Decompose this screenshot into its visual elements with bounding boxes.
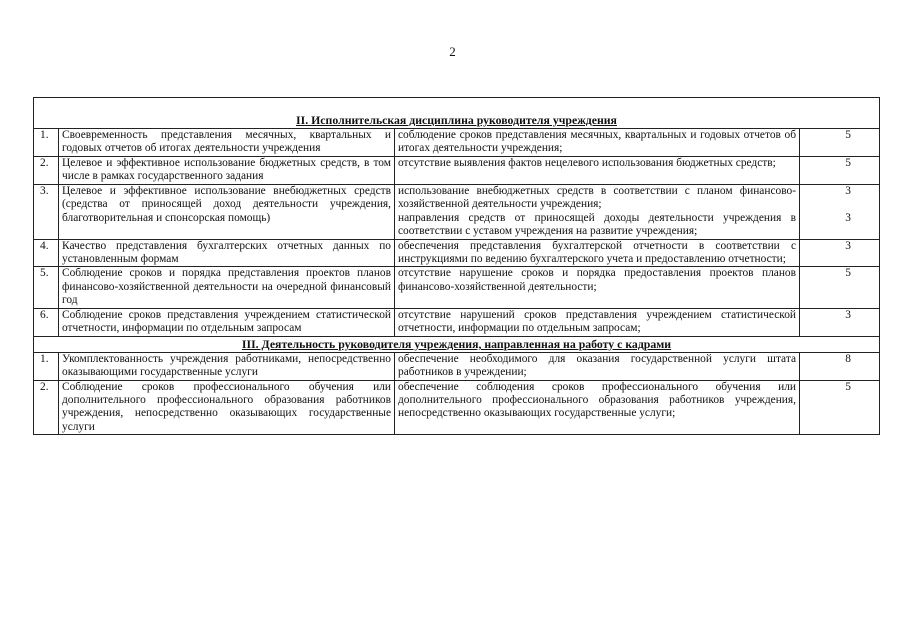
row-number: 2. bbox=[34, 156, 59, 184]
indicator-text: отсутствие нарушений сроков представления учреждением статистической отчетности, информации по отдельным запросам; bbox=[398, 308, 796, 335]
criterion-cell: Соблюдение сроков и порядка представления проектов планов финансово-хозяйственной деятельности на очередной финансовый год bbox=[59, 267, 395, 308]
table-row bbox=[34, 239, 880, 267]
points-value: 5 bbox=[845, 380, 851, 393]
indicator-text: обеспечение соблюдения сроков профессионального обучения или дополнительного профессионального образования работников учреждения, непосредственно оказывающих государственные услуги; bbox=[398, 380, 796, 420]
indicator-text: направления средств от приносящей доходы деятельности учреждения в соответствии с уставом учреждения на развитие учреждения; bbox=[398, 211, 796, 238]
points-cell bbox=[800, 128, 880, 156]
indicator-cell bbox=[395, 184, 800, 239]
indicator-text: соблюдение сроков представления месячных, квартальных и годовых отчетов об итогах деятельности учреждения; bbox=[398, 128, 796, 155]
points-value: 5 bbox=[845, 156, 851, 169]
section-title: II. Исполнительская дисциплина руководителя учреждения bbox=[34, 113, 880, 128]
points-cell bbox=[800, 352, 880, 380]
table-row bbox=[34, 267, 880, 308]
indicator-text: использование внебюджетных средств в соответствии с планом финансово-хозяйственной деятельности учреждения; bbox=[398, 184, 796, 211]
indicator-cell bbox=[395, 352, 800, 380]
section-heading-row bbox=[34, 336, 880, 352]
table-row bbox=[34, 380, 880, 435]
indicator-cell bbox=[395, 267, 800, 308]
row-number: 6. bbox=[34, 308, 59, 336]
section-heading-row bbox=[34, 113, 880, 128]
points-value: 8 bbox=[845, 352, 851, 365]
indicator-text: отсутствие нарушение сроков и порядка предоставления проектов планов финансово-хозяйственной деятельности; bbox=[398, 267, 796, 293]
points-cell bbox=[800, 380, 880, 435]
indicator-text: отсутствие выявления фактов нецелевого использования бюджетных средств; bbox=[398, 156, 776, 169]
indicator-cell bbox=[395, 380, 800, 435]
points-value: 3 bbox=[845, 308, 851, 321]
indicator-text: обеспечение необходимого для оказания государственной услуги штата работников в учреждении; bbox=[398, 352, 796, 379]
indicator-text: обеспечения представления бухгалтерской отчетности в соответствии с инструкциями по ведению бухгалтерского учета и предоставлению отчетности; bbox=[398, 239, 796, 265]
criterion-cell: Качество представления бухгалтерских отчетных данных по установленным формам bbox=[59, 239, 395, 267]
criterion-cell: Укомплектованность учреждения работниками, непосредственно оказывающими государственные услуги bbox=[59, 352, 395, 380]
row-number: 5. bbox=[34, 267, 59, 308]
table-row bbox=[34, 352, 880, 380]
row-number: 4. bbox=[34, 239, 59, 267]
points-value: 3 bbox=[845, 184, 851, 197]
page-number: 2 bbox=[449, 44, 456, 59]
criteria-table-body bbox=[34, 98, 880, 435]
row-number: 2. bbox=[34, 380, 59, 435]
row-number: 1. bbox=[34, 128, 59, 156]
indicator-cell bbox=[395, 156, 800, 184]
table-row bbox=[34, 156, 880, 184]
points-cell bbox=[800, 184, 880, 239]
indicator-cell bbox=[395, 128, 800, 156]
criterion-cell: Целевое и эффективное использование внебюджетных средств (средства от приносящей доход деятельности учреждения, благотворительная и спонсорская помощь) bbox=[59, 184, 395, 239]
criteria-table bbox=[33, 97, 880, 435]
points-value: 3 bbox=[845, 212, 851, 225]
section-title: III. Деятельность руководителя учреждения, направленная на работу с кадрами bbox=[34, 336, 880, 352]
points-value: 5 bbox=[845, 128, 851, 141]
table-row bbox=[34, 308, 880, 336]
row-number: 1. bbox=[34, 352, 59, 380]
criterion-cell: Соблюдение сроков профессионального обучения или дополнительного профессионального образования работников учреждения, непосредственно оказывающих государственные услуги bbox=[59, 380, 395, 435]
table-row bbox=[34, 184, 880, 239]
points-cell bbox=[800, 308, 880, 336]
spacer-cell bbox=[34, 98, 880, 114]
criterion-cell: Своевременность представления месячных, квартальных и годовых отчетов об итогах деятельности учреждения bbox=[59, 128, 395, 156]
points-cell bbox=[800, 239, 880, 267]
points-cell bbox=[800, 267, 880, 308]
row-number: 3. bbox=[34, 184, 59, 239]
points-value: 3 bbox=[845, 239, 851, 252]
points-cell bbox=[800, 156, 880, 184]
table-top-spacer bbox=[34, 98, 880, 114]
table-row bbox=[34, 128, 880, 156]
criterion-cell: Целевое и эффективное использование бюджетных средств, в том числе в рамках государственного задания bbox=[59, 156, 395, 184]
points-value: 5 bbox=[845, 267, 851, 280]
indicator-cell bbox=[395, 308, 800, 336]
criterion-cell: Соблюдение сроков представления учреждением статистической отчетности, информации по отдельным запросам bbox=[59, 308, 395, 336]
indicator-cell bbox=[395, 239, 800, 267]
